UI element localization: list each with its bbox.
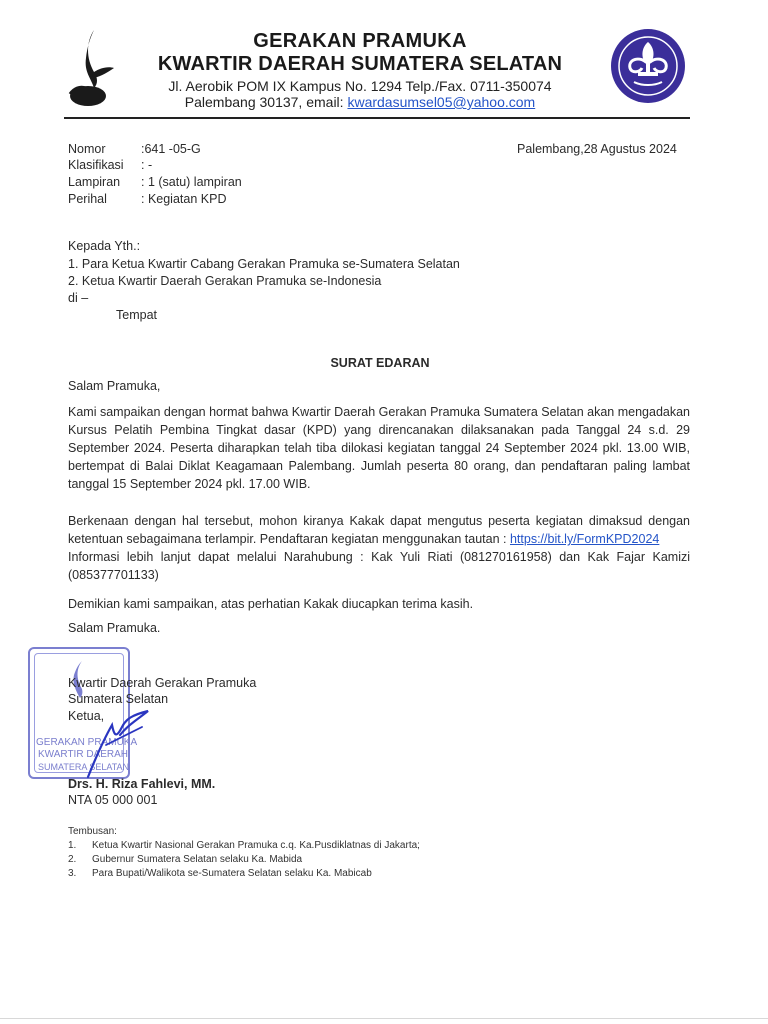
- closing-sentence: Demikian kami sampaikan, atas perhatian Kakak diucapkan terima kasih.: [68, 597, 474, 611]
- address-line1: Jl. Aerobik POM IX Kampus No. 1294 Telp./Fax. 0711-350074: [168, 78, 552, 94]
- nomor-label: Nomor: [68, 142, 106, 156]
- paragraph-2-info: Informasi lebih lanjut dapat melalui Narahubung : Kak Yuli Riati (081270161958) dan Kak Fajar Kamizi (085377701133): [68, 550, 690, 582]
- klasifikasi-value: : -: [141, 158, 153, 172]
- address-line2-prefix: Palembang 30137, email:: [184, 94, 348, 110]
- stamp-line-1: GERAKAN PRAMUKA: [36, 737, 138, 748]
- tembusan-label: Tembusan:: [68, 826, 117, 837]
- paragraph-1: Kami sampaikan dengan hormat bahwa Kwartir Daerah Gerakan Pramuka Sumatera Selatan akan mengadakan Kursus Pelatih Pembina Tingkat dasar (KPD) yang direncanakan dilaksanakan pada Tanggal 24 s.d. 29 September 2024. Peserta diharapkan telah tiba dilokasi kegiatan tanggal 24 September 2024 pkl. 13.00 WIB, bertempat di Balai Diklat Keagamaan Palembang. Jumlah peserta 80 orang, dan pendaftaran paling lambat tanggal 15 September 2024 pkl. 17.00 WIB.: [68, 405, 690, 491]
- tembusan-item-2-text: Gubernur Sumatera Selatan selaku Ka. Mabida: [92, 854, 303, 865]
- signature-title: Ketua,: [68, 709, 105, 723]
- lampiran-label: Lampiran: [68, 175, 121, 189]
- pramuka-emblem-icon: [610, 28, 686, 104]
- nomor-value: :641 -05-G: [141, 142, 201, 156]
- tembusan-item-2-num: 2.: [68, 854, 77, 865]
- paragraph-2: [68, 512, 690, 584]
- recipient-item-2: 2. Ketua Kwartir Daerah Gerakan Pramuka se-Indonesia: [68, 274, 382, 288]
- perihal-label: Perihal: [68, 192, 107, 206]
- org-name-line1: GERAKAN PRAMUKA: [253, 30, 467, 52]
- recipients-di: di –: [68, 291, 89, 305]
- salam-closing: Salam Pramuka.: [68, 621, 161, 635]
- stamp-line-2: KWARTIR DAERAH: [38, 749, 129, 760]
- place-date: Palembang,28 Agustus 2024: [517, 142, 677, 156]
- email-link[interactable]: kwardasumsel05@yahoo.com: [347, 94, 536, 110]
- signatory-name: Drs. H. Riza Fahlevi, MM.: [68, 777, 216, 791]
- tembusan-item-3-num: 3.: [68, 868, 77, 879]
- tembusan-item-3-text: Para Bupati/Walikota se-Sumatera Selatan selaku Ka. Mabicab: [92, 868, 372, 879]
- signatory-nta: NTA 05 000 001: [68, 793, 158, 807]
- signature-org-line1: Kwartir Daerah Gerakan Pramuka: [68, 676, 257, 690]
- recipient-item-1: 1. Para Ketua Kwartir Cabang Gerakan Pramuka se-Sumatera Selatan: [68, 257, 460, 271]
- lampiran-value: : 1 (satu) lampiran: [141, 175, 242, 189]
- perihal-value: : Kegiatan KPD: [141, 192, 227, 206]
- salam-opening: Salam Pramuka,: [68, 379, 161, 393]
- header-rule: [64, 117, 690, 119]
- org-name-line2: KWARTIR DAERAH SUMATERA SELATAN: [157, 53, 563, 75]
- klasifikasi-label: Klasifikasi: [68, 158, 124, 172]
- tembusan-item-1-text: Ketua Kwartir Nasional Gerakan Pramuka c.q. Ka.Pusdiklatnas di Jakarta;: [92, 840, 420, 851]
- page-bottom-edge: [0, 1018, 768, 1019]
- recipients-tempat: Tempat: [116, 308, 157, 322]
- recipients-greeting: Kepada Yth.:: [68, 239, 141, 253]
- stamp-line-3: SUMATERA SELATAN: [38, 762, 130, 772]
- paragraph-2-text: Berkenaan dengan hal tersebut, mohon kiranya Kakak dapat mengutus peserta kegiatan dimaksud dengan ketentuan sebagaimana terlampir. Pendaftaran kegiatan menggunakan tautan :: [68, 514, 690, 546]
- registration-link[interactable]: https://bit.ly/FormKPD2024: [509, 532, 660, 546]
- letter-title: SURAT EDARAN: [330, 356, 430, 370]
- signature-org-line2: Sumatera Selatan: [68, 692, 169, 706]
- handwritten-signature: [70, 705, 160, 785]
- tembusan-item-1-num: 1.: [68, 840, 77, 851]
